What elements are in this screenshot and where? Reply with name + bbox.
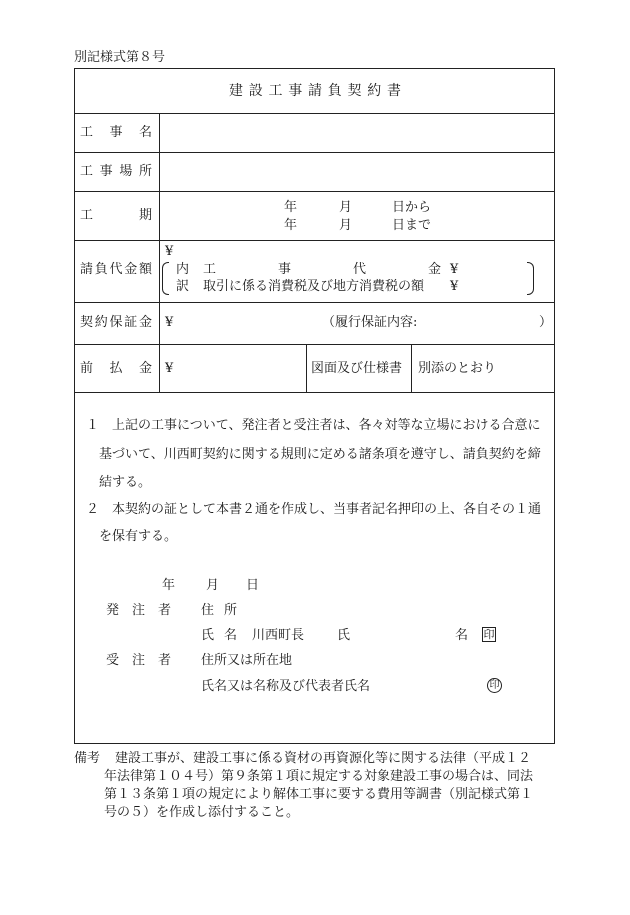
drawings-value: 別添のとおり <box>418 361 497 376</box>
security-yen: ¥ <box>165 315 174 330</box>
breakdown-yen-1: ¥ <box>450 262 459 277</box>
clause-line: ２ 本契約の証として本書２通を作成し、当事者記名押印の上、各自その１通 <box>86 502 542 517</box>
drawings-label: 図面及び仕様書 <box>311 361 403 376</box>
sign-date-month: 月 <box>206 578 220 593</box>
breakdown-label-construction: 工 事 代 金 <box>203 262 441 277</box>
label-security: 契 約 保 証 金 <box>80 315 152 330</box>
orderer-name-label: 氏 名 <box>201 628 237 643</box>
divider <box>74 113 555 114</box>
period-start-month: 月 <box>339 200 353 215</box>
form-number: 別記様式第８号 <box>74 50 166 65</box>
remarks-line: 号の５）を作成し添付すること。 <box>104 805 300 820</box>
clause-line: １ 上記の工事について、発注者と受注者は、各々対等な立場における合意に <box>86 418 541 433</box>
label-column-divider <box>159 113 160 392</box>
breakdown-prefix-1: 内 <box>176 262 190 277</box>
seal-circle-icon: 印 <box>487 678 502 693</box>
security-note: （履行保証内容: <box>322 315 418 330</box>
divider <box>74 240 555 241</box>
breakdown-yen-2: ¥ <box>450 279 459 294</box>
security-note-close: ） <box>539 315 553 330</box>
remarks-line: 第１３条第１項の規定により解体工事に要する費用等調書（別記様式第１ <box>104 787 534 802</box>
clause-line: を保有する。 <box>86 529 178 544</box>
remarks-line: 年法律第１０４号）第９条第１項に規定する対象建設工事の場合は、同法 <box>104 769 534 784</box>
orderer-name-shi: 氏 <box>337 628 351 643</box>
clause-line: 結する。 <box>86 475 152 490</box>
breakdown-label-tax: 取引に係る消費税及び地方消費税の額 <box>203 279 425 294</box>
orderer-name-mei: 名 <box>455 628 469 643</box>
remarks-label: 備考 <box>74 751 101 766</box>
period-end-day: 日まで <box>392 218 432 233</box>
divider <box>74 392 555 393</box>
label-work-place: 工 事 場 所 <box>80 164 152 179</box>
contractor-address-label: 住所又は所在地 <box>201 653 293 668</box>
label-advance: 前 払 金 <box>80 361 152 376</box>
seal-box-icon: 印 <box>483 628 495 641</box>
orderer-label: 発 注 者 <box>106 603 171 618</box>
contract-amount-yen: ¥ <box>165 244 174 259</box>
label-work-name: 工 事 名 <box>80 125 152 140</box>
breakdown-left-bracket <box>162 262 169 295</box>
sign-date-year: 年 <box>162 578 176 593</box>
cell-divider <box>306 344 307 392</box>
remarks-line: 建設工事が、建設工事に係る資材の再資源化等に関する法律（平成１２ <box>115 751 532 766</box>
breakdown-prefix-2: 訳 <box>176 279 190 294</box>
label-period: 工 期 <box>80 208 152 223</box>
divider <box>74 302 555 303</box>
orderer-name-value: 川西町長 <box>252 628 305 643</box>
page-title: 建 設 工 事 請 負 契 約 書 <box>229 83 401 99</box>
divider <box>74 191 555 192</box>
period-end-month: 月 <box>339 218 353 233</box>
sign-date-day: 日 <box>246 578 260 593</box>
period-end-year: 年 <box>284 218 298 233</box>
clause-line: 基づいて、川西町契約に関する規則に定める諸条項を遵守し、請負契約を締 <box>86 447 541 462</box>
period-start-year: 年 <box>284 200 298 215</box>
divider <box>74 344 555 345</box>
breakdown-right-bracket <box>527 262 534 295</box>
cell-divider <box>411 344 412 392</box>
period-start-day: 日から <box>392 200 432 215</box>
divider <box>74 152 555 153</box>
contractor-name-label: 氏名又は名称及び代表者氏名 <box>201 679 371 694</box>
contractor-label: 受 注 者 <box>106 653 171 668</box>
label-contract-amount: 請 負 代 金 額 <box>80 262 152 277</box>
orderer-address-label: 住 所 <box>201 603 237 618</box>
advance-yen: ¥ <box>165 361 174 376</box>
